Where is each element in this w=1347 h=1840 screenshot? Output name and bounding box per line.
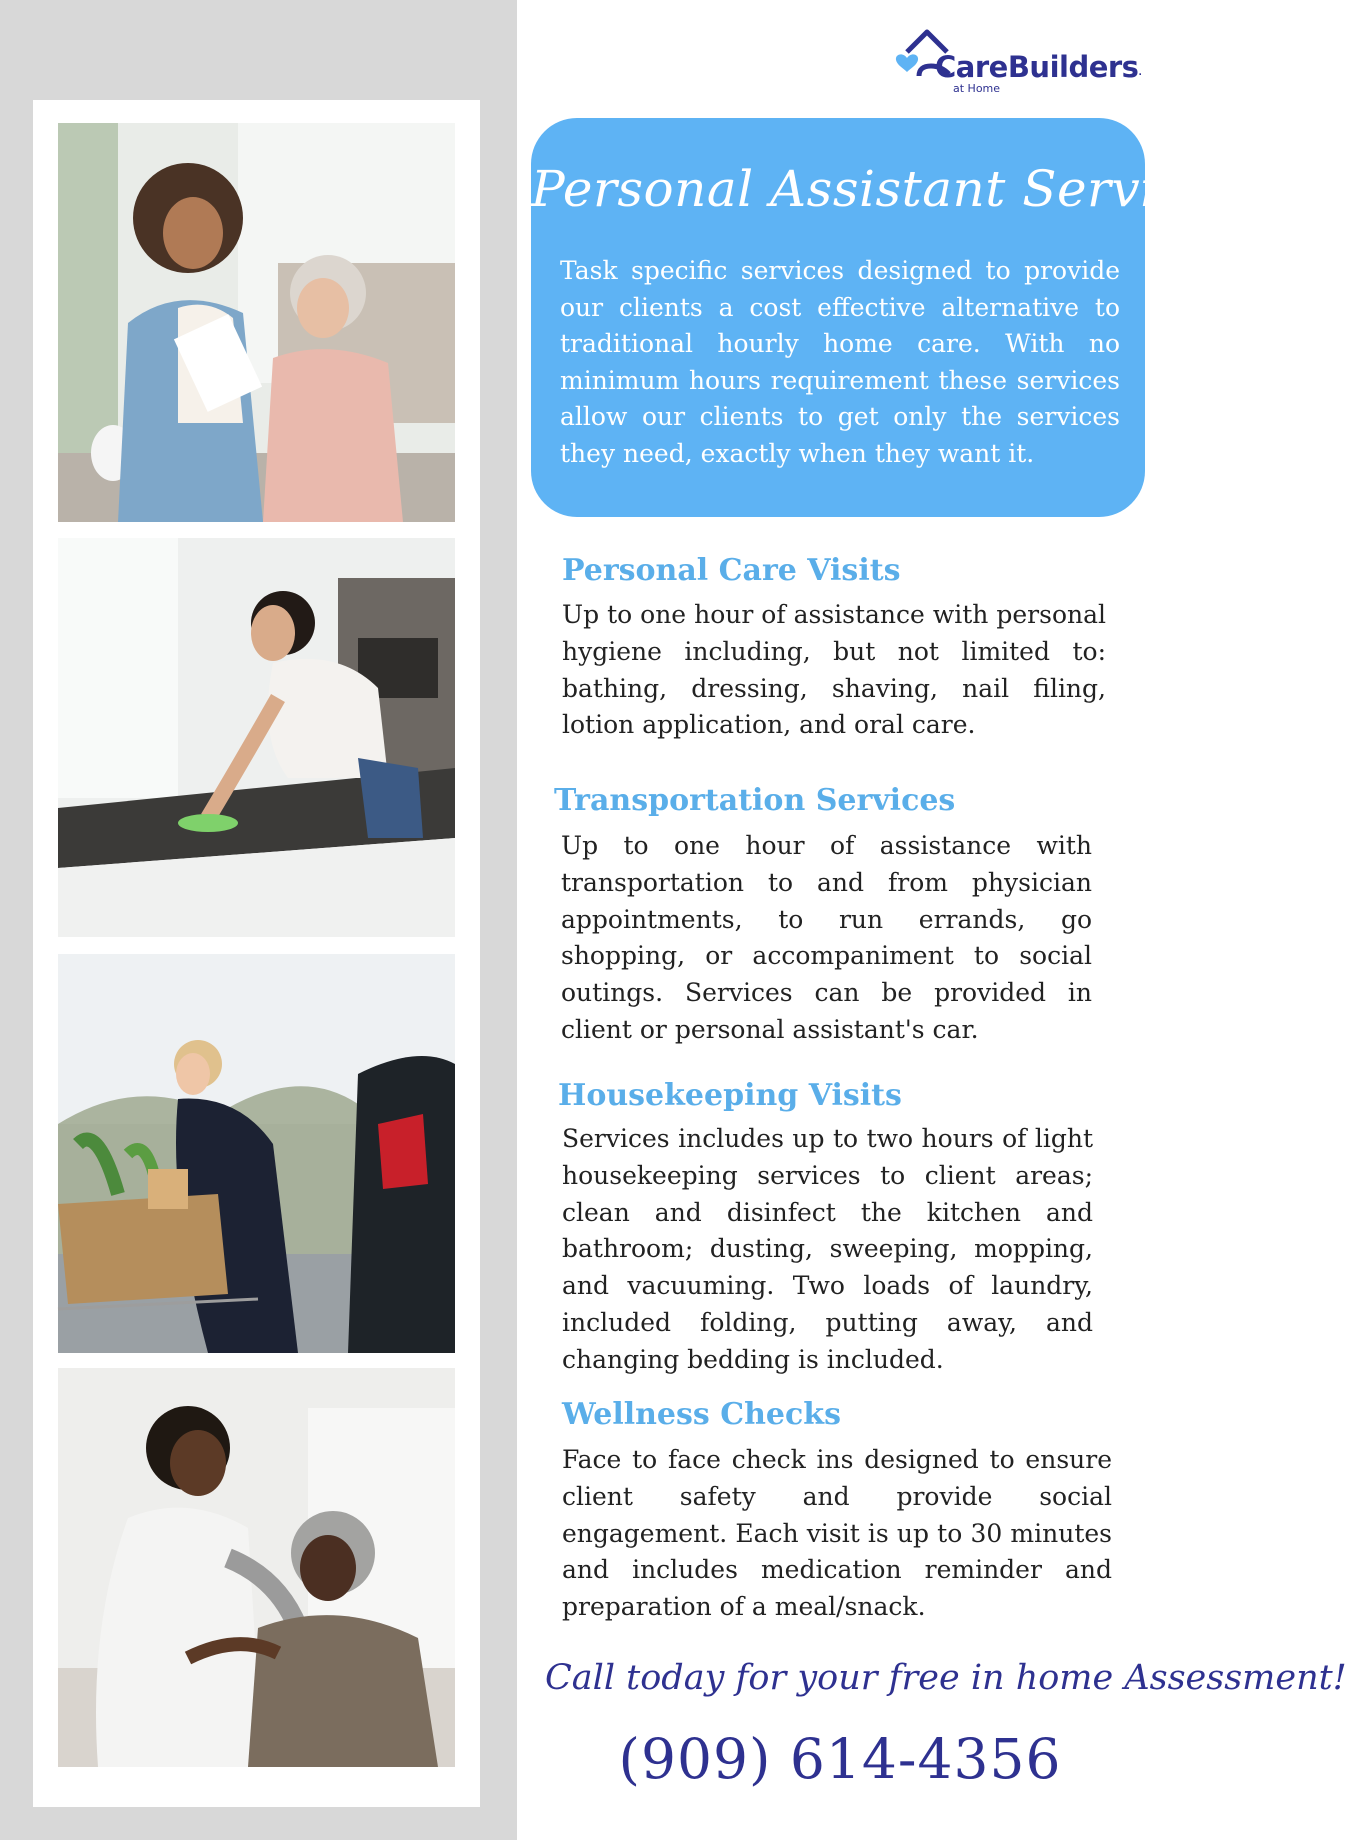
section-heading-transportation: Transportation Services (554, 783, 956, 818)
intro-text: Task specific services designed to provide our clients a cost effective alternative to traditional hourly home care. With no minimum hours requirement these services allow our clients to get only the services they need, exactly when they want it. (560, 256, 1120, 468)
photo-cleaning-kitchen (58, 538, 455, 937)
page-title: Personal Assistant Services (531, 160, 1242, 218)
photo-nurse-with-senior (58, 1368, 455, 1767)
section-text-housekeeping: Services includes up to two hours of light housekeeping services to client areas; clean and disinfect the kitchen and bathroom; dusting, sweeping, mopping, and vacuuming. Two loads of laundry, included folding, putting away, and changing bedding is included. (562, 1124, 1093, 1374)
section-heading-wellness: Wellness Checks (562, 1397, 841, 1432)
section-text-transportation: Up to one hour of assistance with transportation to and from physician appointments, to run errands, go shopping, or accompaniment to social outings. Services can be provided in client or personal assistant's car. (561, 831, 1092, 1044)
call-to-action: Call today for your free in home Assessment! (545, 1658, 1347, 1698)
photo-frame (33, 100, 480, 1807)
intro-box (531, 118, 1242, 517)
phone-number[interactable]: (909) 614-4356 (618, 1727, 1062, 1791)
section-heading-personal-care: Personal Care Visits (562, 553, 901, 588)
brand-name: CareBuilders. (935, 50, 1142, 84)
section-text-wellness: Face to face check ins designed to ensure client safety and provide social engagement. Each visit is up to 30 minutes and includes medication reminder and preparation of a meal/snack. (562, 1445, 1112, 1622)
brand-logo[interactable] (893, 26, 1142, 98)
section-heading-housekeeping: Housekeeping Visits (558, 1078, 902, 1113)
photo-caregiver-with-senior (58, 123, 455, 522)
brand-subtitle: at Home (953, 82, 1001, 95)
section-text-personal-care: Up to one hour of assistance with personal hygiene including, but not limited to: bathing, dressing, shaving, nail filing, lotion application, and oral care. (562, 600, 1106, 740)
photo-groceries-car (58, 954, 455, 1353)
